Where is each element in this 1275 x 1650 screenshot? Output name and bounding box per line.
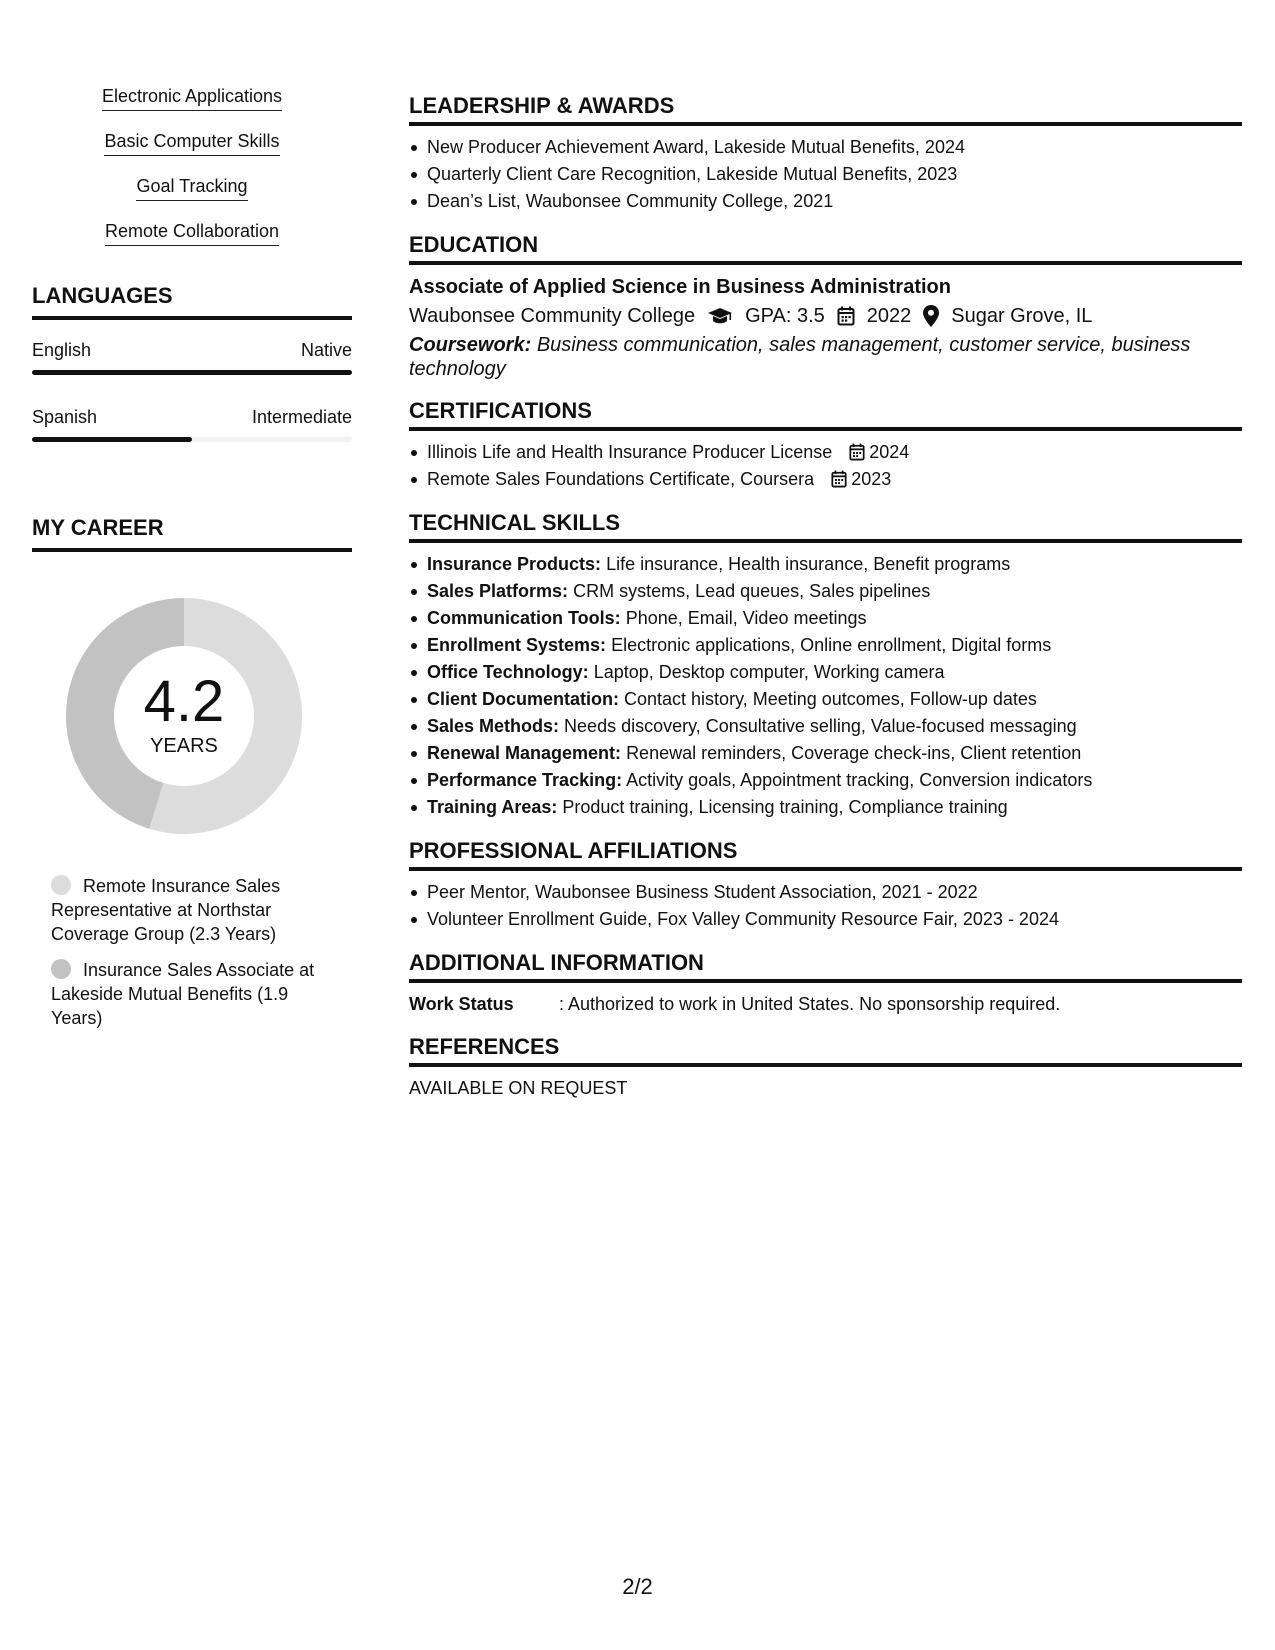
language-level: Native <box>300 340 352 360</box>
calendar-icon <box>831 470 847 488</box>
list-item: Renewal Management: Renewal reminders, Coverage check-ins, Client retention <box>409 740 1242 767</box>
main-content <box>409 92 1242 1117</box>
list-item: Sales Platforms: CRM systems, Lead queues, Sales pipelines <box>409 578 1242 605</box>
skill-tag-list <box>32 84 352 264</box>
language-row <box>32 338 352 362</box>
leadership-list <box>409 134 1242 215</box>
language-bar-fill <box>32 370 352 375</box>
list-item: Volunteer Enrollment Guide, Fox Valley Community Resource Fair, 2023 - 2024 <box>409 906 1242 933</box>
additional-info-heading: ADDITIONAL INFORMATION <box>409 949 1242 983</box>
leadership-section <box>409 92 1242 215</box>
list-item: Enrollment Systems: Electronic applications, Online enrollment, Digital forms <box>409 632 1242 659</box>
affiliations-list <box>409 879 1242 933</box>
certifications-heading: CERTIFICATIONS <box>409 397 1242 431</box>
education-section <box>409 231 1242 381</box>
work-status-value: : Authorized to work in United States. No sponsorship required. <box>559 994 1061 1014</box>
language-name: English <box>32 340 92 360</box>
technical-skills-section <box>409 509 1242 821</box>
skill-tag: Goal Tracking <box>32 174 352 219</box>
list-item: Training Areas: Product training, Licensing training, Compliance training <box>409 794 1242 821</box>
list-item: Quarterly Client Care Recognition, Lakeside Mutual Benefits, 2023 <box>409 161 1242 188</box>
education-heading: EDUCATION <box>409 231 1242 265</box>
sidebar <box>32 84 352 1042</box>
career-donut-chart <box>54 586 314 846</box>
page-number: 2/2 <box>622 1574 653 1599</box>
certification-year: 2024 <box>869 442 910 462</box>
list-item: New Producer Achievement Award, Lakeside Mutual Benefits, 2024 <box>409 134 1242 161</box>
additional-info-section <box>409 949 1242 1017</box>
references-section <box>409 1033 1242 1101</box>
language-bar <box>32 437 352 442</box>
list-item: Peer Mentor, Waubonsee Business Student Association, 2021 - 2022 <box>409 879 1242 906</box>
legend-dot <box>51 959 71 979</box>
language-bar-fill <box>32 437 192 442</box>
certification-name: Illinois Life and Health Insurance Producer License <box>427 442 833 462</box>
list-item <box>409 466 1242 493</box>
graduation-year: 2022 <box>866 305 912 327</box>
career-legend <box>51 874 341 1030</box>
language-bar <box>32 370 352 375</box>
list-item: Sales Methods: Needs discovery, Consultative selling, Value-focused messaging <box>409 713 1242 740</box>
certification-name: Remote Sales Foundations Certificate, Coursera <box>427 469 815 489</box>
career-heading: MY CAREER <box>32 514 352 552</box>
technical-skills-heading: TECHNICAL SKILLS <box>409 509 1242 543</box>
work-status-row <box>409 991 1242 1017</box>
coursework-label: Coursework: <box>409 334 532 356</box>
school-location: Sugar Grove, IL <box>951 305 1093 327</box>
coursework <box>409 333 1242 381</box>
references-heading: REFERENCES <box>409 1033 1242 1067</box>
location-pin-icon <box>923 305 939 327</box>
language-name: Spanish <box>32 407 98 427</box>
list-item: Office Technology: Laptop, Desktop computer, Working camera <box>409 659 1242 686</box>
career-donut-center <box>54 586 314 846</box>
list-item <box>409 439 1242 466</box>
certifications-list <box>409 439 1242 493</box>
affiliations-heading: PROFESSIONAL AFFILIATIONS <box>409 837 1242 871</box>
skill-tag: Electronic Applications <box>32 84 352 129</box>
list-item: Client Documentation: Contact history, Meeting outcomes, Follow-up dates <box>409 686 1242 713</box>
language-level: Intermediate <box>251 407 352 427</box>
work-status-label: Work Status <box>409 994 514 1014</box>
career-legend-item: Remote Insurance Sales Representative at Northstar Coverage Group (2.3 Years) <box>51 876 281 944</box>
career-legend-item: Insurance Sales Associate at Lakeside Mutual Benefits (1.9 Years) <box>51 960 315 1028</box>
skill-tag: Remote Collaboration <box>32 219 352 264</box>
calendar-icon <box>849 443 865 461</box>
career-section <box>32 514 352 1030</box>
coursework-text: Business communication, sales management, customer service, business technology <box>409 334 1191 380</box>
gpa: GPA: 3.5 <box>745 305 825 327</box>
career-total-unit: YEARS <box>150 735 218 757</box>
legend-dot <box>51 875 71 895</box>
certification-year: 2023 <box>851 469 892 489</box>
career-total-years: 4.2 <box>143 669 225 734</box>
list-item: Communication Tools: Phone, Email, Video meetings <box>409 605 1242 632</box>
list-item: Dean’s List, Waubonsee Community College, 2021 <box>409 188 1242 215</box>
calendar-icon <box>837 306 855 326</box>
leadership-heading: LEADERSHIP & AWARDS <box>409 92 1242 126</box>
languages-heading: LANGUAGES <box>32 282 352 320</box>
certifications-section <box>409 397 1242 493</box>
language-row <box>32 405 352 429</box>
skill-tag: Basic Computer Skills <box>32 129 352 174</box>
list-item: Insurance Products: Life insurance, Health insurance, Benefit programs <box>409 551 1242 578</box>
technical-skills-list <box>409 551 1242 821</box>
education-details <box>409 301 1242 331</box>
languages-section <box>32 282 352 442</box>
references-text: AVAILABLE ON REQUEST <box>409 1078 628 1098</box>
school-name: Waubonsee Community College <box>409 305 696 327</box>
degree-title: Associate of Applied Science in Business Administration <box>409 276 951 298</box>
graduation-cap-icon <box>707 307 733 325</box>
list-item: Performance Tracking: Activity goals, Appointment tracking, Conversion indicators <box>409 767 1242 794</box>
affiliations-section <box>409 837 1242 933</box>
